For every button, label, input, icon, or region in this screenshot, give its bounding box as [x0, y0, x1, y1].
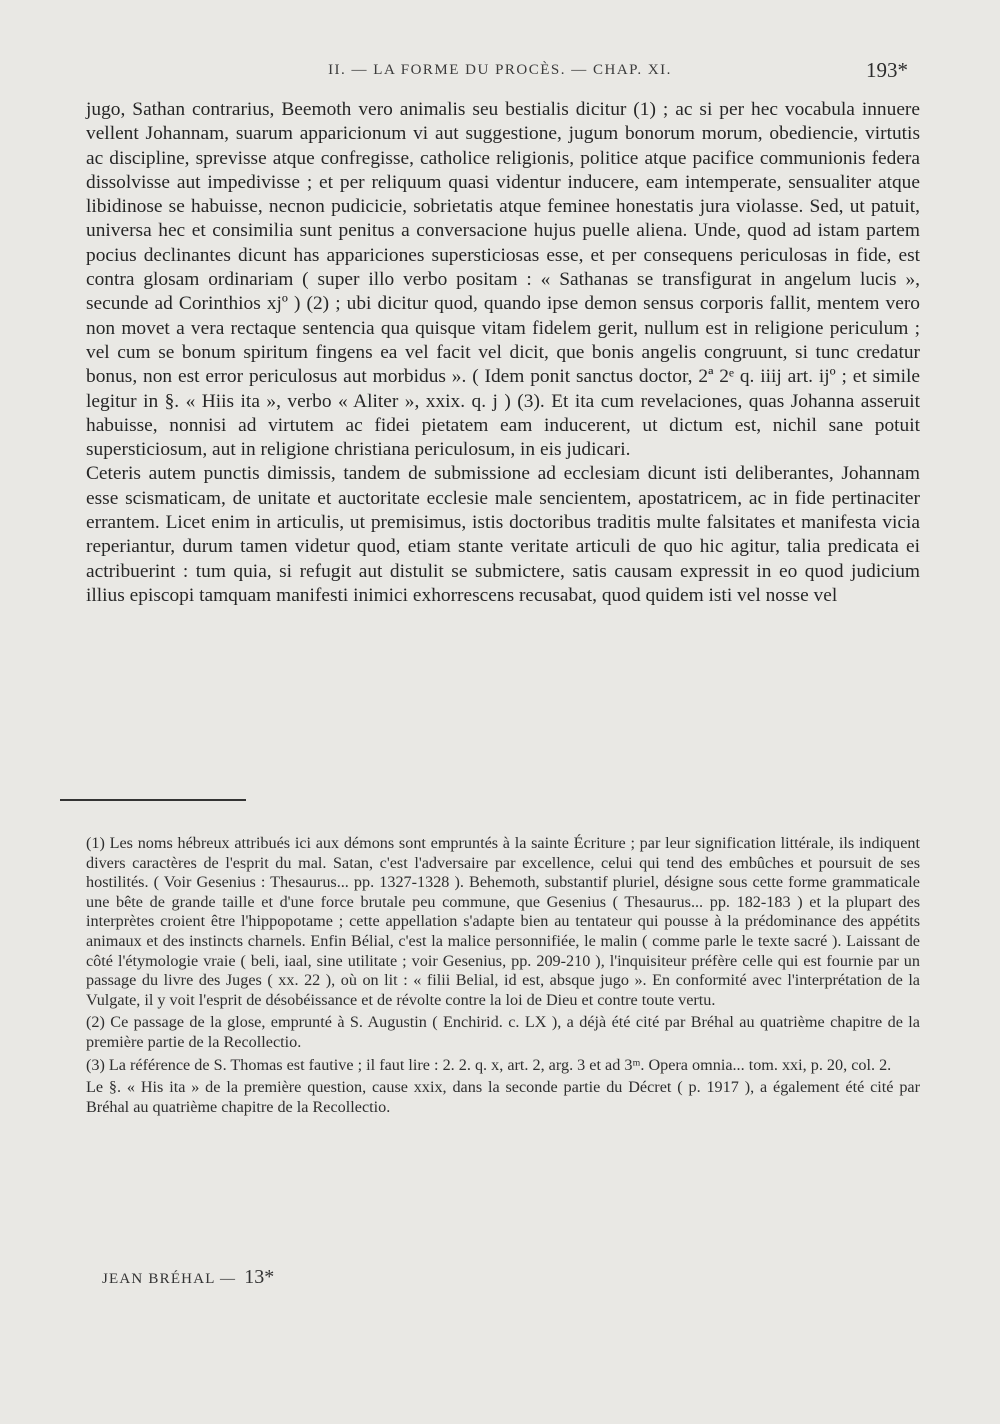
footnote: Le §. « His ita » de la première question, cause xxix, dans la seconde partie du Décret ( p. 1917 ), a également été cité par Bréhal au quatrième chapitre de la Recollectio.: [86, 1078, 920, 1116]
footnote: (2) Ce passage de la glose, emprunté à S. Augustin ( Enchirid. c. LX ), a déjà été cité par Bréhal au quatrième chapitre de la première partie de la Recollectio.: [86, 1013, 920, 1051]
body-paragraph: Ceteris autem punctis dimissis, tandem de submissione ad ecclesiam dicunt isti deliberantes, Johannam esse scismaticam, de unitate et auctoritate ecclesie male sencientem, apostatricem, ac in fide pertinaciter errantem. Licet enim in articulis, ut premisimus, istis doctoribus traditis multe falsitates et manifesta vicia reperiantur, durum tamen videtur quod, etiam stante veritate articuli de quo hic agitur, talia predicata ei actribuerint : tum quia, si refugit aut distulit se submictere, satis causam expressit in eo quod judicium illius episcopi tamquam manifesti inimici exhorrescens recusabat, quod quidem isti vel nosse vel: [86, 463, 920, 606]
running-head: [0, 58, 1000, 88]
signature-line: [102, 1266, 274, 1289]
running-head-title: II. — LA FORME DU PROCÈS. — CHAP. XI.: [328, 62, 672, 78]
footnote-rule: [60, 799, 246, 801]
sheet-mark: 13*: [244, 1266, 275, 1288]
main-text: [86, 98, 920, 608]
body-paragraph: jugo, Sathan contrarius, Beemoth vero animalis seu bestialis dicitur (1) ; ac si per hec vocabula innuere vellent Johannam, suarum apparicionum vi aut suggestione, jugum bonorum morum, obediencie, virtutis ac discipline, sprevisse atque confregisse, catholice religionis, politice atque pacifice communionis federa dissolvisse aut impedivisse ; et per reliquum quasi videntur inducere, eam intemperate, sensualiter atque libidinose se habuisse, necnon pudicicie, sobrietatis atque feminee honestatis jura violasse. Sed, ut patuit, universa hec et consimilia sunt penitus a conversacione hujus puelle aliena. Unde, quod ad istam partem pocius declinantes dicunt has appariciones supersticiosas esse, et per consequens periculosas in fide, est contra glosam ordinariam ( super illo verbo positam : « Sathanas se transfigurat in angelum lucis », secunde ad Corinthios xjº ) (2) ; ubi dicitur quod, quando ipse demon sensus corporis fallit, mentem vero non movet a vera rectaque sentencia qua quisque vitam fidelem gerit, nullum est in religione periculum ; vel cum se bonum spiritum fingens ea vel facit vel dicit, que bonis angelis congruunt, si tunc credatur bonus, non est error periculosus aut morbidus ». ( Idem ponit sanctus doctor, 2ª 2ᵉ q. iiij art. ijº ; et simile legitur in §. « Hiis ita », verbo « Aliter », xxix. q. j ) (3). Et ita cum revelaciones, quas Johanna asseruit habuisse, nonnisi ad virtutem ac fidei pietatem eam inducerent, ut dictum est, nichil sane potuit supersticiosum, aut in religione christiana periculosum, in eis judicari.: [86, 99, 920, 461]
signature-author: JEAN BRÉHAL —: [102, 1271, 237, 1287]
footnote: (1) Les noms hébreux attribués ici aux démons sont empruntés à la sainte Écriture ; par leur signification littérale, ils indiquent divers caractères de l'esprit du mal. Satan, c'est l'adversaire par excellence, celui qui tend des embûches et poursuit de ses hostilités. ( Voir Gesenius : Thesaurus... pp. 1327-1328 ). Behemoth, substantif pluriel, désigne sous cette forme grammaticale une bête de grande taille et d'une force brutale peu commune, que Gesenius ( Thesaurus... pp. 182-183 ) et la plupart des interprètes croient être l'hippopotame ; cette appellation s'adapte bien au tentateur qui pousse à la prédominance des appétits animaux et des instincts charnels. Enfin Bélial, c'est la malice personnifiée, le malin ( comme parle le texte sacré ). Laissant de côté l'étymologie vraie ( beli, iaal, sine utilitate ; voir Gesenius, pp. 209-210 ), l'inquisiteur préfère celle qui est fournie par un passage du livre des Juges ( xx. 22 ), où on lit : « filii Belial, id est, absque jugo ». En conformité avec l'interprétation de la Vulgate, il y voit l'esprit de désobéissance et de révolte contre la loi de Dieu et contre toute vertu.: [86, 834, 920, 1009]
footnote: (3) La référence de S. Thomas est fautive ; il faut lire : 2. 2. q. x, art. 2, arg. 3 et ad 3ᵐ. Opera omnia... tom. xxi, p. 20, col. 2.: [86, 1055, 892, 1074]
footnotes: [86, 834, 920, 1120]
page-number: 193*: [866, 58, 908, 82]
